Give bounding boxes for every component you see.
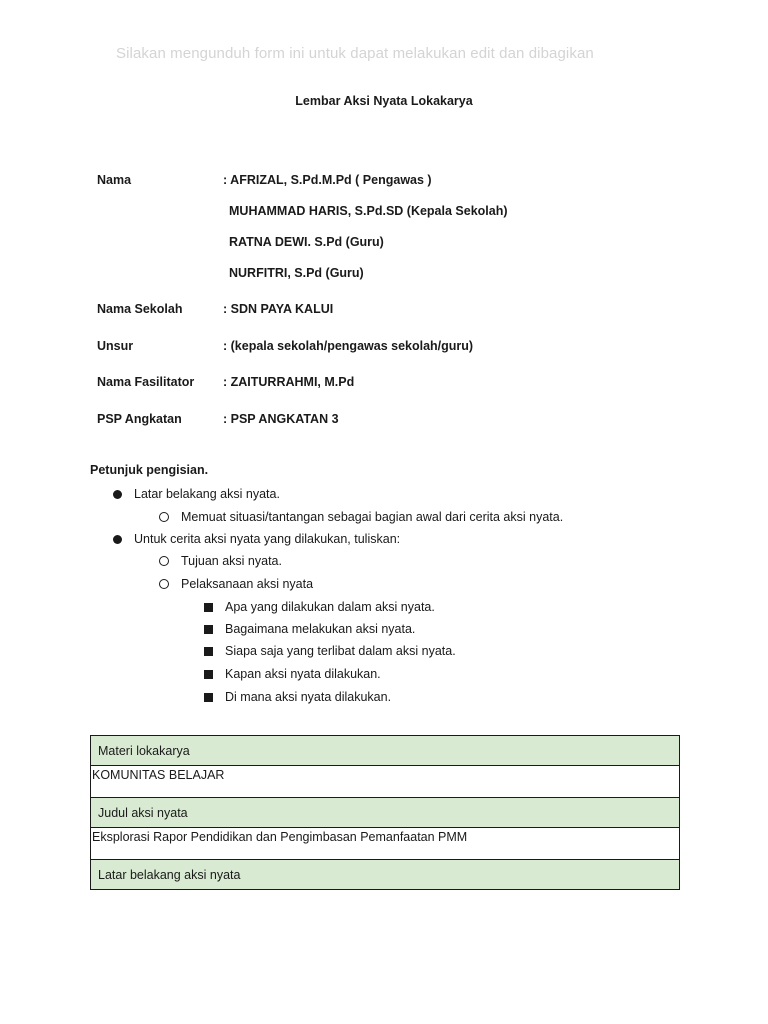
judul-aksi-nyata-value[interactable]: Eksplorasi Rapor Pendidikan dan Pengimbasan Pemanfaatan PMM <box>91 828 680 860</box>
list-item: Tujuan aksi nyata. <box>159 554 282 568</box>
bullet-square-icon <box>204 603 213 612</box>
nama-label: Nama <box>97 173 132 187</box>
bullet-circle-icon <box>159 556 169 566</box>
bullet-square-icon <box>204 670 213 679</box>
psp-angkatan-value: : PSP ANGKATAN 3 <box>223 412 339 426</box>
nama-value: : AFRIZAL, S.Pd.M.Pd ( Pengawas ) <box>223 173 432 187</box>
list-item: Untuk cerita aksi nyata yang dilakukan, tuliskan: <box>113 532 400 546</box>
table-row <box>91 736 680 766</box>
bullet-disc-icon <box>113 535 122 544</box>
document-title: Lembar Aksi Nyata Lokakarya <box>295 94 473 108</box>
table-row <box>91 798 680 828</box>
instructions-heading: Petunjuk pengisian. <box>90 463 209 477</box>
unsur-label: Unsur <box>97 339 134 353</box>
download-watermark: Silakan mengunduh form ini untuk dapat melakukan edit dan dibagikan <box>116 45 594 62</box>
nama-extra-3: NURFITRI, S.Pd (Guru) <box>229 266 364 280</box>
table-row <box>91 766 680 798</box>
list-item: Latar belakang aksi nyata. <box>113 487 280 501</box>
nama-sekolah-value: : SDN PAYA KALUI <box>223 302 334 316</box>
nama-sekolah-label: Nama Sekolah <box>97 302 183 316</box>
bullet-square-icon <box>204 647 213 656</box>
materi-lokakarya-header: Materi lokakarya <box>91 736 680 766</box>
list-item: Memuat situasi/tantangan sebagai bagian awal dari cerita aksi nyata. <box>159 510 563 524</box>
nama-extra-1: MUHAMMAD HARIS, S.Pd.SD (Kepala Sekolah) <box>229 204 508 218</box>
list-item: Bagaimana melakukan aksi nyata. <box>204 622 415 636</box>
materi-lokakarya-value[interactable]: KOMUNITAS BELAJAR <box>91 766 680 798</box>
judul-aksi-nyata-header: Judul aksi nyata <box>91 798 680 828</box>
list-item: Siapa saja yang terlibat dalam aksi nyata. <box>204 644 456 658</box>
nama-fasilitator-label: Nama Fasilitator <box>97 375 195 389</box>
unsur-value: : (kepala sekolah/pengawas sekolah/guru) <box>223 339 474 353</box>
bullet-square-icon <box>204 693 213 702</box>
bullet-disc-icon <box>113 490 122 499</box>
list-item: Di mana aksi nyata dilakukan. <box>204 690 391 704</box>
list-item: Pelaksanaan aksi nyata <box>159 577 313 591</box>
latar-belakang-header: Latar belakang aksi nyata <box>91 860 680 890</box>
aksi-nyata-form-table <box>90 735 680 890</box>
nama-extra-2: RATNA DEWI. S.Pd (Guru) <box>229 235 384 249</box>
table-row <box>91 860 680 890</box>
bullet-square-icon <box>204 625 213 634</box>
bullet-circle-icon <box>159 512 169 522</box>
bullet-circle-icon <box>159 579 169 589</box>
table-row <box>91 828 680 860</box>
nama-fasilitator-value: : ZAITURRAHMI, M.Pd <box>223 375 355 389</box>
list-item: Apa yang dilakukan dalam aksi nyata. <box>204 600 435 614</box>
list-item: Kapan aksi nyata dilakukan. <box>204 667 381 681</box>
psp-angkatan-label: PSP Angkatan <box>97 412 182 426</box>
